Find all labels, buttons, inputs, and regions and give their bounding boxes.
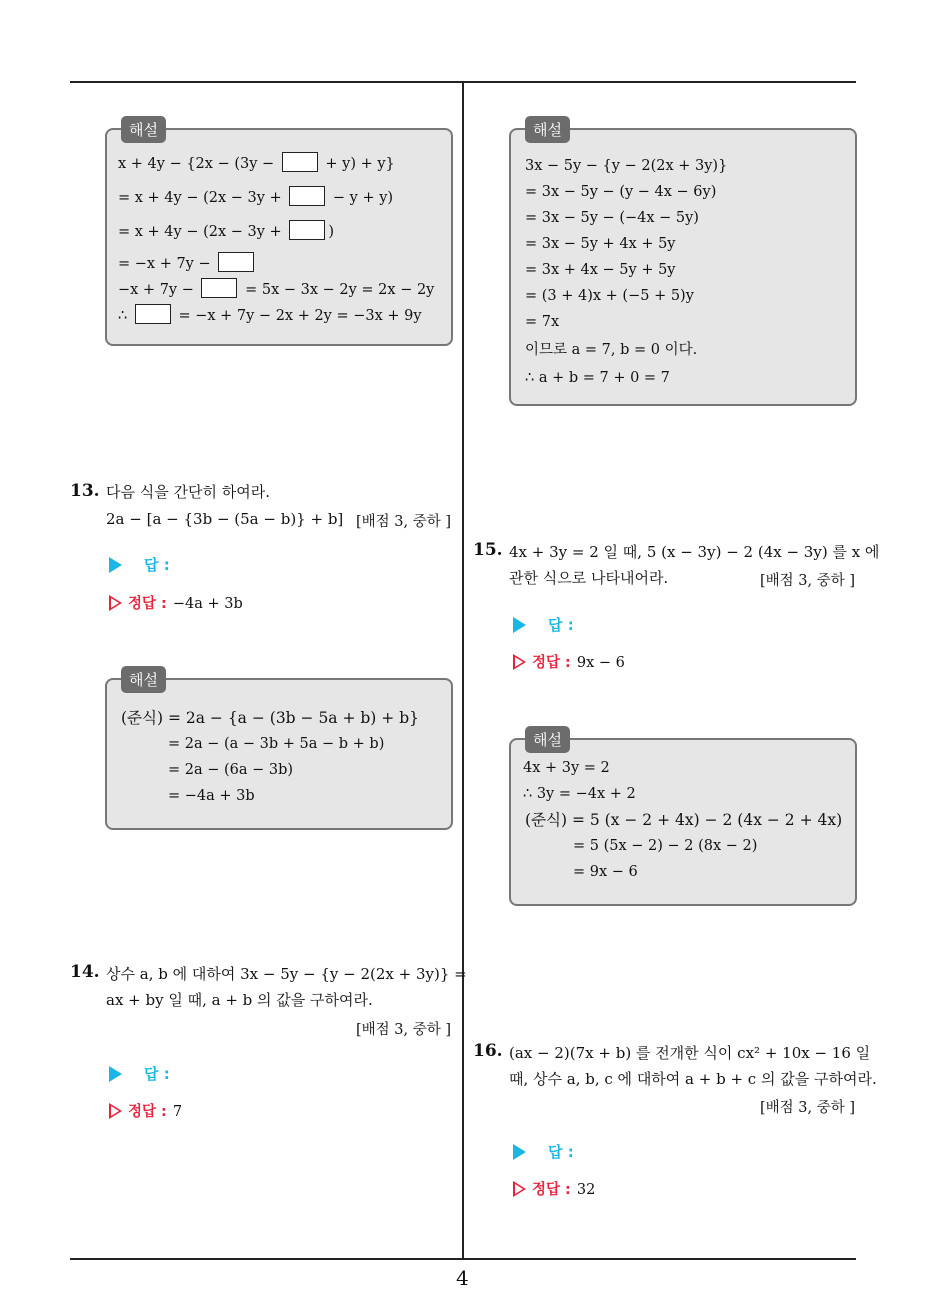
question-13-number: 13. [70,481,100,501]
question-15-text-line2: 관한 식으로 나타내어라. [509,569,669,587]
question-14-solution-row: 정답 : 7 [109,1100,182,1121]
question-16-points: [배점 3, 중하 ] [760,1100,856,1116]
bottom-rule [70,1258,856,1260]
blank-box [289,186,325,206]
question-15-text-line1: 4x + 3y = 2 일 때, 5 (x − 3y) − 2 (4x − 3y) 를 x 에 [509,543,880,561]
explanation-tag: 해설 [525,116,570,143]
explanation-panel-q13 [105,671,453,830]
explain-line: 3x − 5y − {y − 2(2x + 3y)} [525,158,728,174]
play-icon [513,617,526,633]
explain-line: = 7x [525,314,560,330]
play-icon [109,557,122,573]
column-divider [462,82,464,1259]
explain-line: = 3x − 5y − (−4x − 5y) [525,210,699,226]
explain-line: = x + 4y − (2x − 3y + − y + y) [118,186,393,208]
explain-line: = x + 4y − (2x − 3y + ) [118,220,334,242]
explain-line: x + 4y − {2x − (3y − + y) + y} [118,152,395,174]
explain-line: (준식) = 5 (x − 2 + 4x) − 2 (4x − 2 + 4x) [525,811,843,829]
question-15-answer-row[interactable]: 답 : [513,614,574,635]
question-15-points: [배점 3, 중하 ] [760,573,856,589]
explain-line: ∴ = −x + 7y − 2x + 2y = −3x + 9y [118,304,422,326]
explain-line: = (3 + 4)x + (−5 + 5)y [525,288,694,304]
question-14-text-line1: 상수 a, b 에 대하여 3x − 5y − {y − 2(2x + 3y)} = [106,965,467,983]
outline-triangle-icon [513,654,526,670]
question-15-solution-row: 정답 : 9x − 6 [513,651,625,672]
blank-box [135,304,171,324]
explain-line: = 2a − (6a − 3b) [168,762,294,778]
question-13-points: [배점 3, 중하 ] [356,514,452,530]
question-15-number: 15. [473,540,503,560]
outline-triangle-icon [109,595,122,611]
explain-line: (준식) = 2a − {a − (3b − 5a + b) + b} [121,709,419,727]
explain-line: = −4a + 3b [168,788,255,804]
question-16-text-line2: 때, 상수 a, b, c 에 대하여 a + b + c 의 값을 구하여라. [509,1070,877,1088]
question-14-answer-row[interactable]: 답 : [109,1063,170,1084]
blank-box [289,220,325,240]
question-16-text-line1: (ax − 2)(7x + b) 를 전개한 식이 cx² + 10x − 16 일 [509,1044,871,1062]
explanation-panel-q15 [509,731,857,906]
play-icon [513,1144,526,1160]
explanation-tag: 해설 [121,666,166,693]
explanation-panel-top-left [105,121,453,346]
outline-triangle-icon [109,1103,122,1119]
question-14-points: [배점 3, 중하 ] [356,1022,452,1038]
question-16-solution-row: 정답 : 32 [513,1178,595,1199]
explain-line: = 9x − 6 [573,864,638,880]
question-14-text-line2: ax + by 일 때, a + b 의 값을 구하여라. [106,991,373,1009]
page-number: 4 [456,1266,469,1290]
question-16-number: 16. [473,1041,503,1061]
blank-box [282,152,318,172]
explanation-panel-top-right [509,121,857,406]
explain-line: = 5 (5x − 2) − 2 (8x − 2) [573,838,758,854]
explain-line: ∴ a + b = 7 + 0 = 7 [525,370,670,386]
question-13-text: 다음 식을 간단히 하여라. [106,483,270,501]
question-16-answer-row[interactable]: 답 : [513,1141,574,1162]
explain-line: 이므로 a = 7, b = 0 이다. [525,342,698,358]
question-13-expression: 2a − [a − {3b − (5a − b)} + b] [106,510,344,528]
question-13-answer-row[interactable]: 답 : [109,554,170,575]
explain-line: = 3x − 5y + 4x + 5y [525,236,676,252]
explain-line: 4x + 3y = 2 [523,760,610,776]
explain-line: = 2a − (a − 3b + 5a − b + b) [168,736,385,752]
explain-line: = 3x − 5y − (y − 4x − 6y) [525,184,717,200]
explain-line: = −x + 7y − [118,252,257,274]
outline-triangle-icon [513,1181,526,1197]
question-13-solution-row: 정답 : −4a + 3b [109,592,243,613]
explain-line: −x + 7y − = 5x − 3x − 2y = 2x − 2y [118,278,434,300]
blank-box [201,278,237,298]
blank-box [218,252,254,272]
explain-line: = 3x + 4x − 5y + 5y [525,262,676,278]
play-icon [109,1066,122,1082]
explanation-tag: 해설 [525,726,570,753]
explanation-tag: 해설 [121,116,166,143]
explain-line: ∴ 3y = −4x + 2 [523,786,636,802]
question-14-number: 14. [70,962,100,982]
